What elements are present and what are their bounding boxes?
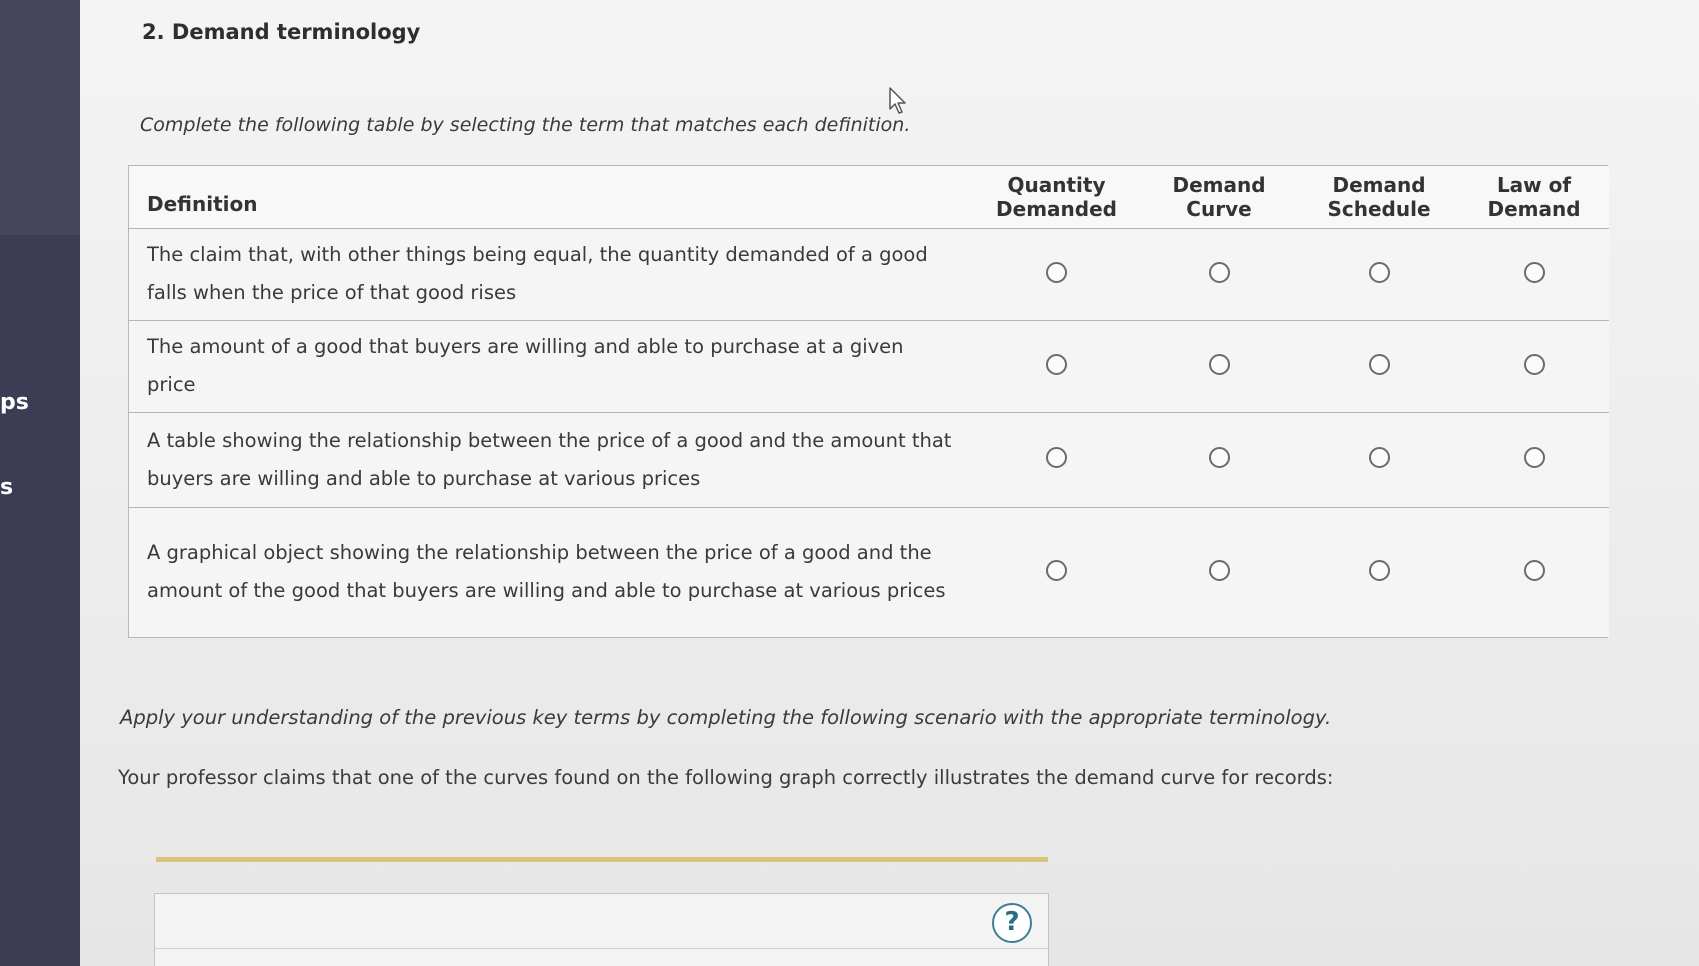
definition-cell: A table showing the relationship between the price of a good and the amount that buyers are willing and able to purchase at various prices	[129, 412, 974, 507]
radio-law-of-demand[interactable]	[1524, 447, 1545, 468]
mouse-cursor-icon	[888, 86, 910, 116]
column-header-line: Quantity	[1007, 172, 1106, 197]
column-header-line: Demand	[1487, 196, 1581, 221]
option-cell	[1139, 320, 1299, 412]
scenario-prompt: Your professor claims that one of the curves found on the following graph correctly illustrates the demand curve for records:	[118, 766, 1334, 789]
radio-demand-schedule[interactable]	[1369, 262, 1390, 283]
radio-quantity-demanded[interactable]	[1046, 447, 1067, 468]
radio-demand-curve[interactable]	[1209, 560, 1230, 581]
option-cell	[1299, 507, 1459, 637]
column-header-line: Demand	[1332, 172, 1426, 197]
radio-demand-schedule[interactable]	[1369, 560, 1390, 581]
option-cell	[974, 412, 1139, 507]
scenario-instructions: Apply your understanding of the previous key terms by completing the following scenario with the appropriate terminology.	[120, 706, 1332, 729]
option-cell	[1139, 507, 1299, 637]
graph-container	[154, 893, 1049, 966]
section-divider	[156, 857, 1048, 862]
table-row	[129, 507, 1609, 637]
radio-demand-schedule[interactable]	[1369, 447, 1390, 468]
definition-cell: The claim that, with other things being equal, the quantity demanded of a good falls when the price of that good rises	[129, 228, 974, 320]
column-header-line: Curve	[1186, 196, 1252, 221]
option-cell	[974, 228, 1139, 320]
table-header-row	[129, 166, 1609, 228]
option-cell	[974, 507, 1139, 637]
terminology-table	[128, 165, 1608, 638]
question-instructions: Complete the following table by selecting the term that matches each definition.	[140, 114, 911, 136]
option-cell	[1459, 412, 1609, 507]
option-cell	[1299, 228, 1459, 320]
option-cell	[1139, 228, 1299, 320]
sidebar-label-s[interactable]: s	[0, 475, 14, 500]
radio-law-of-demand[interactable]	[1524, 560, 1545, 581]
column-header-line: Law of	[1496, 172, 1572, 197]
option-cell	[1299, 320, 1459, 412]
question-title: 2. Demand terminology	[142, 20, 421, 44]
sidebar-top-panel	[0, 0, 80, 235]
table-row	[129, 412, 1609, 507]
definition-column-header: Definition	[129, 166, 974, 228]
radio-quantity-demanded[interactable]	[1046, 262, 1067, 283]
column-header-line: Schedule	[1327, 196, 1431, 221]
option-cell	[1459, 507, 1609, 637]
radio-law-of-demand[interactable]	[1524, 354, 1545, 375]
option-cell	[1139, 412, 1299, 507]
sidebar-label-ps[interactable]: ps	[0, 390, 29, 415]
table-row	[129, 320, 1609, 412]
radio-law-of-demand[interactable]	[1524, 262, 1545, 283]
column-header-law-of-demand	[1459, 166, 1609, 228]
definition-cell: The amount of a good that buyers are willing and able to purchase at a given price	[129, 320, 974, 412]
column-header-line: Demanded	[996, 196, 1117, 221]
radio-demand-curve[interactable]	[1209, 262, 1230, 283]
column-header-line: Demand	[1172, 172, 1266, 197]
option-cell	[1299, 412, 1459, 507]
column-header-demand-curve	[1139, 166, 1299, 228]
table-row	[129, 228, 1609, 320]
option-cell	[1459, 320, 1609, 412]
radio-demand-curve[interactable]	[1209, 354, 1230, 375]
radio-quantity-demanded[interactable]	[1046, 354, 1067, 375]
option-cell	[1459, 228, 1609, 320]
radio-demand-schedule[interactable]	[1369, 354, 1390, 375]
column-header-quantity-demanded	[974, 166, 1139, 228]
option-cell	[974, 320, 1139, 412]
radio-quantity-demanded[interactable]	[1046, 560, 1067, 581]
definition-cell: A graphical object showing the relationship between the price of a good and the amount of the good that buyers are willing and able to purchase at various prices	[129, 507, 974, 637]
radio-demand-curve[interactable]	[1209, 447, 1230, 468]
graph-container-divider	[155, 948, 1048, 949]
help-icon[interactable]: ?	[992, 903, 1032, 943]
left-sidebar	[0, 0, 80, 966]
column-header-demand-schedule	[1299, 166, 1459, 228]
